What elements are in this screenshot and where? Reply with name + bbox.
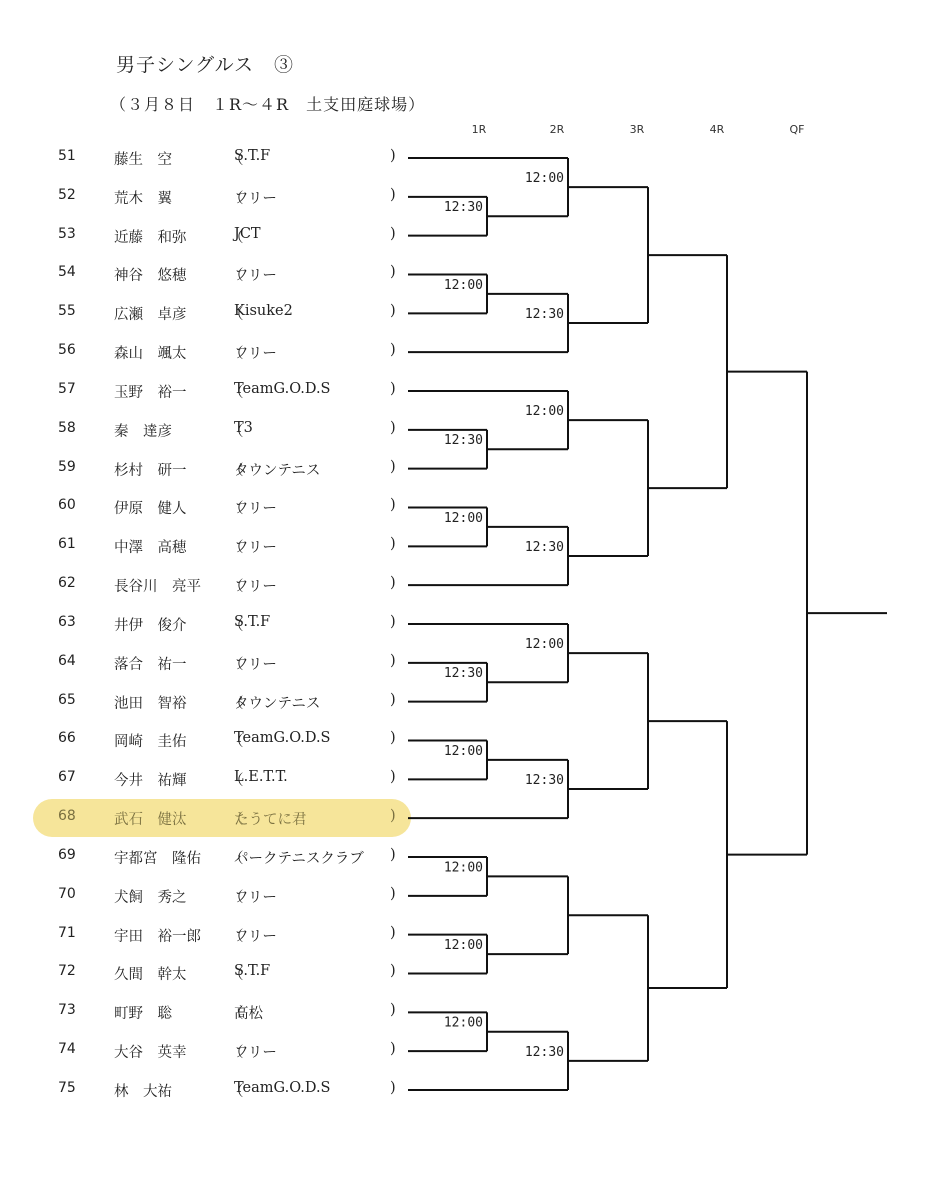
club-close-paren: ): [390, 380, 396, 397]
round-header-4r: 4R: [709, 123, 725, 136]
player-number: 61: [58, 536, 76, 553]
club-close-paren: ): [390, 808, 396, 825]
player-number: 65: [58, 691, 76, 708]
club-close-paren: ): [390, 924, 396, 941]
player-number: 71: [58, 924, 76, 941]
player-name: 大谷 英幸: [114, 1045, 187, 1062]
player-club: （ フリー: [234, 536, 277, 557]
match-time: 12:00: [443, 938, 483, 954]
club-close-paren: ): [390, 419, 396, 436]
tournament-subtitle: （３月８日 １R～４R 土支田庭球場）: [110, 95, 426, 114]
player-number: 73: [58, 1002, 76, 1019]
player-club: （ S.T.F: [234, 963, 270, 979]
club-close-paren: ): [390, 342, 396, 359]
player-number: 57: [58, 380, 76, 397]
player-club: （ TeamG.O.D.S: [234, 1080, 331, 1096]
player-name: 中澤 高穂: [114, 540, 187, 557]
player-name: 宇田 裕一郎: [114, 928, 201, 945]
match-time: 12:30: [443, 200, 483, 216]
player-club: （ S.T.F: [234, 614, 270, 630]
player-name: 林 大祐: [114, 1083, 172, 1100]
club-close-paren: ): [390, 1002, 396, 1019]
player-name: 落合 祐一: [114, 656, 187, 673]
match-time: 12:00: [443, 860, 483, 876]
player-name: 藤生 空: [114, 152, 172, 168]
match-time: 12:30: [443, 433, 483, 449]
club-close-paren: ): [390, 264, 396, 281]
player-number: 51: [58, 148, 76, 164]
club-close-paren: ): [390, 769, 396, 786]
player-number: 54: [58, 264, 76, 281]
match-time: 12:00: [524, 404, 564, 420]
player-number: 53: [58, 225, 76, 242]
match-time: 12:00: [524, 637, 564, 653]
player-club: （ フリー: [234, 497, 277, 518]
player-number: 58: [58, 419, 76, 436]
club-close-paren: ): [390, 846, 396, 863]
match-time: 12:00: [443, 743, 483, 759]
player-name: 荒木 翼: [114, 190, 172, 207]
match-time: 12:30: [524, 1044, 564, 1060]
player-name: 長谷川 亮平: [114, 579, 201, 596]
player-name: 玉野 裕一: [114, 384, 187, 401]
player-number: 60: [58, 497, 76, 514]
match-time: 12:00: [443, 510, 483, 526]
player-number: 56: [58, 342, 76, 359]
club-close-paren: ): [390, 652, 396, 669]
player-club: （ T3: [234, 420, 253, 436]
player-number: 69: [58, 846, 76, 863]
club-close-paren: ): [390, 1079, 396, 1096]
player-club: （ たうてに君: [234, 808, 307, 829]
player-club: （ フリー: [234, 1041, 277, 1062]
player-name: 秦 達彦: [114, 423, 172, 440]
player-club: （ TeamG.O.D.S: [234, 730, 331, 746]
player-number: 63: [58, 613, 76, 630]
club-close-paren: ): [390, 613, 396, 630]
round-header-qf: QF: [789, 123, 805, 136]
player-club: （ フリー: [234, 264, 277, 285]
round-header-1r: 1R: [471, 123, 487, 136]
player-name: 犬飼 秀之: [114, 889, 187, 906]
player-club: （ JCT: [234, 226, 261, 242]
player-name: 今井 祐輝: [114, 773, 187, 790]
player-name: 神谷 悠穂: [114, 268, 187, 285]
player-club: （ フリー: [234, 342, 277, 363]
player-number: 59: [58, 458, 76, 475]
club-close-paren: ): [390, 497, 396, 514]
club-close-paren: ): [390, 458, 396, 475]
player-club: （ タウンテニス: [234, 692, 320, 713]
player-club: （ フリー: [234, 575, 277, 596]
player-club: （ S.T.F: [234, 148, 270, 164]
player-number: 67: [58, 769, 76, 786]
player-name: 武石 健汰: [114, 812, 187, 829]
club-close-paren: ): [390, 225, 396, 242]
player-number: 55: [58, 303, 76, 320]
player-number: 52: [58, 186, 76, 203]
club-close-paren: ): [390, 575, 396, 592]
player-name: 井伊 俊介: [114, 617, 187, 634]
player-name: 久間 幹太: [114, 967, 187, 984]
player-club: （ フリー: [234, 653, 277, 674]
player-number: 75: [58, 1079, 76, 1096]
tournament-title: 男子シングルス ③: [116, 54, 295, 76]
player-club: （ Kisuke2: [234, 303, 293, 319]
player-number: 72: [58, 963, 76, 980]
match-time: 12:30: [524, 540, 564, 556]
player-club: （ TeamG.O.D.S: [234, 381, 331, 397]
player-name: 池田 智裕: [114, 695, 187, 712]
round-header-2r: 2R: [549, 123, 565, 136]
player-name: 伊原 健人: [114, 501, 187, 518]
player-number: 68: [58, 808, 76, 825]
player-name: 森山 颯太: [114, 346, 187, 363]
player-name: 町野 聡: [114, 1006, 172, 1023]
player-club: （ パークテニスクラブ: [234, 847, 364, 868]
match-time: 12:30: [443, 666, 483, 682]
player-number: 74: [58, 1041, 76, 1058]
player-name: 広瀬 卓彦: [114, 307, 187, 324]
club-close-paren: ): [390, 186, 396, 203]
match-time: 12:00: [443, 277, 483, 293]
player-club: （ タウンテニス: [234, 459, 320, 480]
player-number: 62: [58, 575, 76, 592]
match-time: 12:30: [524, 307, 564, 323]
club-close-paren: ): [390, 963, 396, 980]
player-name: 岡崎 圭佑: [114, 734, 187, 751]
player-name: 杉村 研一: [114, 462, 187, 479]
player-name: 近藤 和弥: [114, 229, 187, 246]
club-close-paren: ): [390, 536, 396, 553]
player-number: 64: [58, 652, 76, 669]
round-header-3r: 3R: [629, 123, 645, 136]
club-close-paren: ): [390, 303, 396, 320]
player-club: （ フリー: [234, 925, 277, 946]
match-time: 12:00: [524, 171, 564, 187]
club-close-paren: ): [390, 885, 396, 902]
club-close-paren: ): [390, 148, 396, 164]
player-number: 66: [58, 730, 76, 747]
player-club: （ L.E.T.T.: [234, 769, 288, 785]
club-close-paren: ): [390, 1041, 396, 1058]
player-club: （ フリー: [234, 886, 277, 907]
match-time: 12:00: [443, 1015, 483, 1031]
club-close-paren: ): [390, 730, 396, 747]
player-club: （ フリー: [234, 187, 277, 208]
player-name: 宇都宮 隆佑: [114, 850, 201, 867]
player-club: （ 高松: [234, 1002, 263, 1023]
player-number: 70: [58, 885, 76, 902]
match-time: 12:30: [524, 773, 564, 789]
club-close-paren: ): [390, 691, 396, 708]
